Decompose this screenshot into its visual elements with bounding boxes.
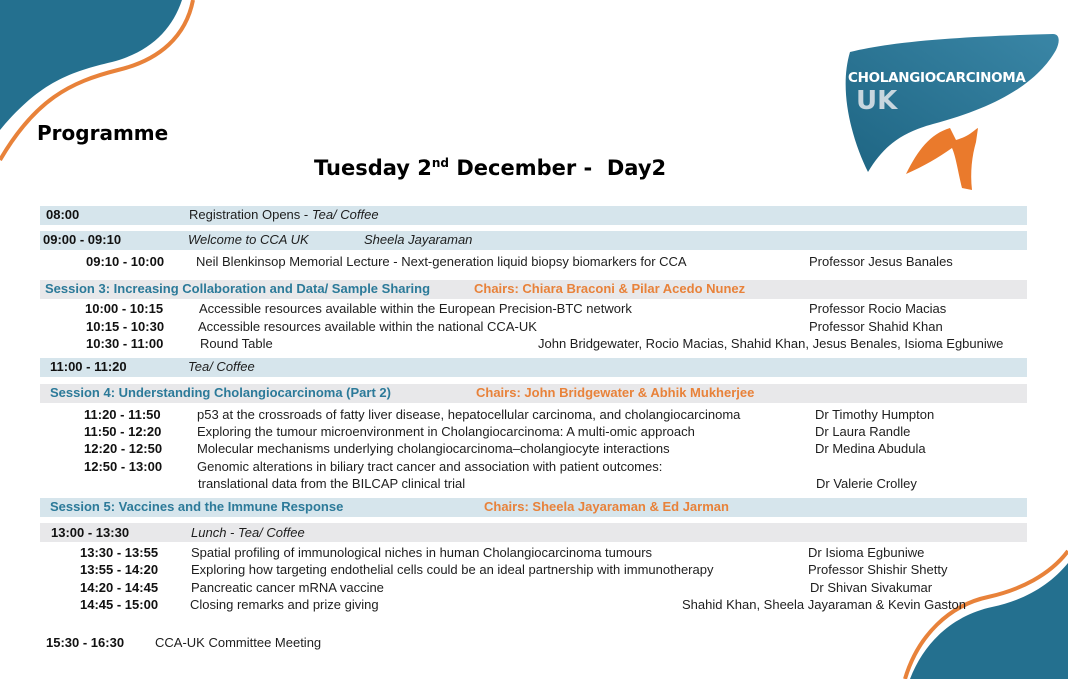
row-time: 12:50 - 13:00 xyxy=(84,459,163,474)
day-title-pre: Tuesday 2 xyxy=(314,156,432,180)
row-title: Genomic alterations in biliary tract cancer and association with patient outcomes: xyxy=(197,459,663,474)
row-time: 09:00 - 09:10 xyxy=(43,232,122,247)
row-speaker: Dr Shivan Sivakumar xyxy=(810,580,933,595)
row-title: Closing remarks and prize giving xyxy=(190,597,379,612)
day-title xyxy=(314,156,666,180)
row-time: 12:20 - 12:50 xyxy=(84,441,163,456)
session-chairs: Chairs: Sheela Jayaraman & Ed Jarman xyxy=(484,499,729,514)
row-time: 10:15 - 10:30 xyxy=(86,319,165,334)
row-time: 11:00 - 11:20 xyxy=(50,359,127,374)
row-title: Accessible resources available within the national CCA-UK xyxy=(198,319,537,334)
row-title: Spatial profiling of immunological niches in human Cholangiocarcinoma tumours xyxy=(191,545,653,560)
row-time: 14:20 - 14:45 xyxy=(80,580,159,595)
row-title: Lunch - Tea/ Coffee xyxy=(191,525,305,540)
row-speaker: Professor Rocio Macias xyxy=(809,301,947,316)
row-time: 11:50 - 12:20 xyxy=(84,424,162,439)
row-speaker: Professor Shishir Shetty xyxy=(808,562,948,577)
row-speaker: Dr Valerie Crolley xyxy=(816,476,917,491)
row-time: 13:30 - 13:55 xyxy=(80,545,159,560)
cca-uk-logo xyxy=(838,32,1060,192)
row-speaker: Dr Timothy Humpton xyxy=(815,407,935,422)
row-title: Welcome to CCA UK xyxy=(188,232,309,247)
session-title: Session 4: Understanding Cholangiocarcinoma (Part 2) xyxy=(50,385,391,400)
row-speaker: Professor Jesus Banales xyxy=(809,254,953,269)
row-title: Accessible resources available within the European Precision-BTC network xyxy=(199,301,632,316)
logo-text-line2: UK xyxy=(856,86,898,116)
row-speaker: Sheela Jayaraman xyxy=(364,232,473,247)
row-speaker: Dr Medina Abudula xyxy=(815,441,926,456)
row-time: 15:30 - 16:30 xyxy=(46,635,125,650)
session-title: Session 3: Increasing Collaboration and Data/ Sample Sharing xyxy=(45,281,431,296)
session-chairs: Chairs: John Bridgewater & Abhik Mukherjee xyxy=(476,385,755,400)
row-time: 11:20 - 11:50 xyxy=(84,407,161,422)
day-title-post: December - Day2 xyxy=(449,156,667,180)
row-title: Registration Opens - Tea/ Coffee xyxy=(189,207,379,222)
row-time: 14:45 - 15:00 xyxy=(80,597,159,612)
row-title: Pancreatic cancer mRNA vaccine xyxy=(191,580,384,595)
programme-heading: Programme xyxy=(37,121,169,145)
row-title-line2: translational data from the BILCAP clinical trial xyxy=(198,476,466,491)
band-lunch xyxy=(40,523,1027,542)
row-title: Exploring the tumour microenvironment in Cholangiocarcinoma: A multi-omic approach xyxy=(197,424,695,439)
row-time: 13:00 - 13:30 xyxy=(51,525,130,540)
row-speaker: Dr Laura Randle xyxy=(815,424,911,439)
row-title: Tea/ Coffee xyxy=(188,359,255,374)
session-chairs: Chairs: Chiara Braconi & Pilar Acedo Nunez xyxy=(474,281,746,296)
row-speaker: Shahid Khan, Sheela Jayaraman & Kevin Gaston xyxy=(682,597,967,612)
row-speaker: Professor Shahid Khan xyxy=(809,319,943,334)
row-time: 09:10 - 10:00 xyxy=(86,254,165,269)
day-title-sup: nd xyxy=(431,156,450,170)
row-time: 10:00 - 10:15 xyxy=(85,301,164,316)
row-title: Molecular mechanisms underlying cholangiocarcinoma–cholangiocyte interactions xyxy=(197,441,670,456)
row-title: Neil Blenkinsop Memorial Lecture - Next-generation liquid biopsy biomarkers for CCA xyxy=(196,254,687,269)
row-title: Round Table xyxy=(200,336,273,351)
row-time: 08:00 xyxy=(46,207,80,222)
session-title: Session 5: Vaccines and the Immune Response xyxy=(50,499,344,514)
row-title: p53 at the crossroads of fatty liver disease, hepatocellular carcinoma, and cholangiocarcinoma xyxy=(197,407,741,422)
row-time: 13:55 - 14:20 xyxy=(80,562,159,577)
row-speaker: Dr Isioma Egbuniwe xyxy=(808,545,925,560)
row-title: Exploring how targeting endothelial cells could be an ideal partnership with immunotherapy xyxy=(191,562,714,577)
logo-text-line1: CHOLANGIOCARCINOMA xyxy=(848,70,1026,86)
row-speaker: John Bridgewater, Rocio Macias, Shahid Khan, Jesus Benales, Isioma Egbuniwe xyxy=(538,336,1004,351)
row-title: CCA-UK Committee Meeting xyxy=(155,635,322,650)
row-time: 10:30 - 11:00 xyxy=(86,336,164,351)
